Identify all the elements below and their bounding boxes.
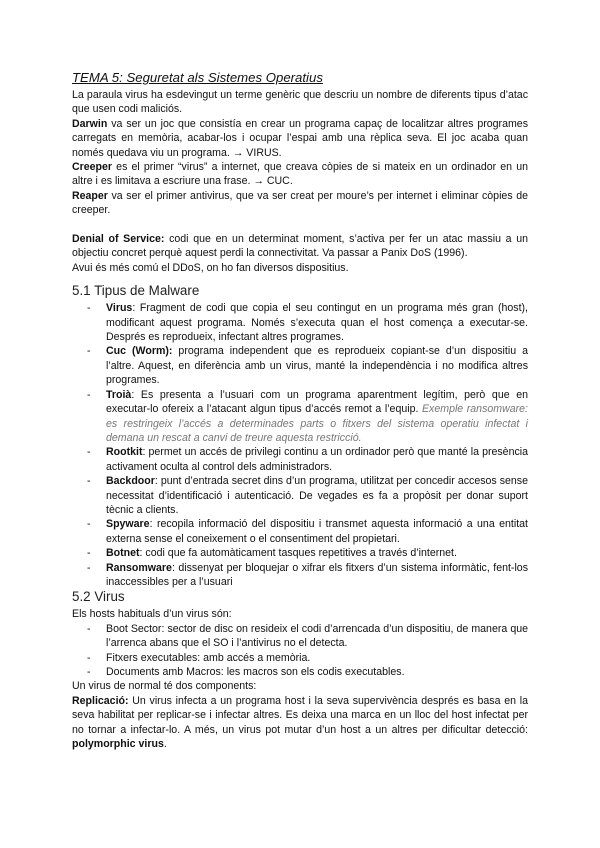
bullet-dash: - xyxy=(87,561,91,574)
list-item xyxy=(72,561,528,590)
ddos-line: Avui és més comú el DDoS, on ho fan diversos dispositius. xyxy=(72,261,349,274)
list-item xyxy=(72,301,528,344)
item-text: Boot Sector: sector de disc on resideix el codi d’arrencada d’un dispositiu, de manera que l’arrenca abans que el SO i l’antivirus no el detecta. xyxy=(106,622,528,650)
list-item xyxy=(72,517,528,546)
term-polymorphic: polymorphic virus xyxy=(72,738,164,751)
item-term: Rootkit xyxy=(106,446,143,459)
item-text: : Es presenta a l’usuari com un programa aparentment legítim, però que en executar-lo ofereix a l’atacant algun tipus d’accés remot a l’equip. xyxy=(106,388,528,416)
list-item xyxy=(72,622,528,651)
document-page xyxy=(72,70,528,751)
list-item xyxy=(72,651,528,665)
replication-end: . xyxy=(163,738,167,751)
item-text: : punt d’entrada secret dins d’un programa, utilitzat per concedir accesos sense necessitat d’identificació i autenticació. De vegades es fa a propòsit per donar suport tècnic a clients. xyxy=(106,475,528,516)
list-item xyxy=(72,344,528,387)
item-example: Exemple ransomware: es restringeix l’accés a determinades parts o fitxers del sistema operatiu infectat i demana un rescat a canvi de treure aquesta restricció. xyxy=(106,403,528,444)
term-creeper: Creeper xyxy=(72,161,113,174)
list-item xyxy=(72,388,528,446)
section-heading-virus: 5.2 Virus xyxy=(72,589,125,605)
replication-paragraph xyxy=(72,694,528,752)
term-replication: Replicació: xyxy=(72,694,129,707)
bullet-dash: - xyxy=(87,475,91,488)
bullet-dash: - xyxy=(87,622,91,635)
item-term: Cuc (Worm): xyxy=(106,345,173,358)
reaper-text: va ser el primer antivirus, que va ser creat per moure’s per internet i eliminar còpies de creeper. xyxy=(72,189,528,217)
bullet-dash: - xyxy=(87,345,91,358)
history-darwin xyxy=(72,117,528,160)
creeper-text: es el primer “virus” a internet, que creava còpies de si mateix en un ordinador en un altre i es limitava a escriure una frase. → CUC. xyxy=(72,161,528,188)
bullet-dash: - xyxy=(87,518,91,531)
item-text: : dissenyat per bloquejar o xifrar els fitxers d’un sistema informàtic, fent-los inaccessibles per a l’usuari xyxy=(106,561,528,588)
list-item xyxy=(72,546,528,560)
item-text: Fitxers executables: amb accés a memòria. xyxy=(106,651,311,664)
item-term: Backdoor xyxy=(106,475,155,488)
item-text: Documents amb Macros: les macros son els codis executables. xyxy=(106,666,405,679)
document-title: TEMA 5: Seguretat als Sistemes Operatius xyxy=(72,70,323,85)
term-dos: Denial of Service: xyxy=(72,233,165,246)
dos-paragraph xyxy=(72,232,528,261)
item-term: Ransomware xyxy=(106,561,172,574)
item-text: : recopila informació del dispositiu i transmet aquesta informació a una entitat externa sense el coneixement o el consentiment del propietari. xyxy=(106,518,528,545)
bullet-dash: - xyxy=(87,547,91,560)
spacer xyxy=(72,218,528,232)
bullet-dash: - xyxy=(87,388,91,401)
replication-text: Un virus infecta a un programa host i la seva supervivència després es basa en la seva habilitat per replicar-se i infectar altres. Es deixa una marca en un lloc del host infectat per no tornar a infectar-lo. A més, un virus pot mutar d’un host a un altres per dificultar detecció: xyxy=(72,694,528,736)
darwin-text: va ser un joc que consistía en crear un programa capaç de localitzar altres programes carregats en memòria, acabar-los i ocupar l’espai amb una rèplica seva. El joc acaba quan només quedava viu un programa. → VIRUS. xyxy=(72,117,528,159)
item-text: : permet un accés de privilegi continu a un ordinador però que manté la presència activament oculta al control dels administradors. xyxy=(106,446,528,473)
item-term: Virus xyxy=(106,302,133,315)
hosts-list xyxy=(72,622,528,680)
item-text: : codi que fa automàticament tasques repetitives a través d’internet. xyxy=(139,547,457,560)
section-heading-malware: 5.1 Tipus de Malware xyxy=(72,283,200,299)
bullet-dash: - xyxy=(87,666,91,679)
hosts-intro: Els hosts habituals d’un virus són: xyxy=(72,608,232,621)
intro-paragraph: La paraula virus ha esdevingut un terme genèric que descriu un nombre de diferents tipus d’atac que usen codi maliciós. xyxy=(72,89,528,116)
bullet-dash: - xyxy=(87,302,91,315)
bullet-dash: - xyxy=(87,651,91,664)
item-text: programa independent que es reprodueix copiant-se d’un dispositiu a l’altre. Aquest, en diferència amb un virus, manté la independència i no modifica altres programes. xyxy=(106,345,528,387)
list-item xyxy=(72,665,528,679)
item-term: Spyware xyxy=(106,518,150,531)
bullet-dash: - xyxy=(87,446,91,459)
components-intro: Un virus de normal té dos components: xyxy=(72,680,257,693)
term-darwin: Darwin xyxy=(72,117,108,130)
malware-list xyxy=(72,301,528,589)
list-item xyxy=(72,474,528,517)
history-reaper xyxy=(72,189,528,218)
term-reaper: Reaper xyxy=(72,189,108,202)
item-term: Troià xyxy=(106,388,132,401)
history-creeper xyxy=(72,160,528,189)
list-item xyxy=(72,445,528,474)
item-text: : Fragment de codi que copia el seu contingut en un programa més gran (host), modificant aquest programa. Només s’executa quan el host comença a executar-se. Després es reprodueix, infectant altres programes. xyxy=(106,302,528,344)
dos-text: codi que en un determinat moment, s’activa per fer un atac massiu a un objectiu concret perquè aquest perdi la connectivitat. Va passar a Panix DoS (1996). xyxy=(72,233,529,260)
item-term: Botnet xyxy=(106,547,140,560)
